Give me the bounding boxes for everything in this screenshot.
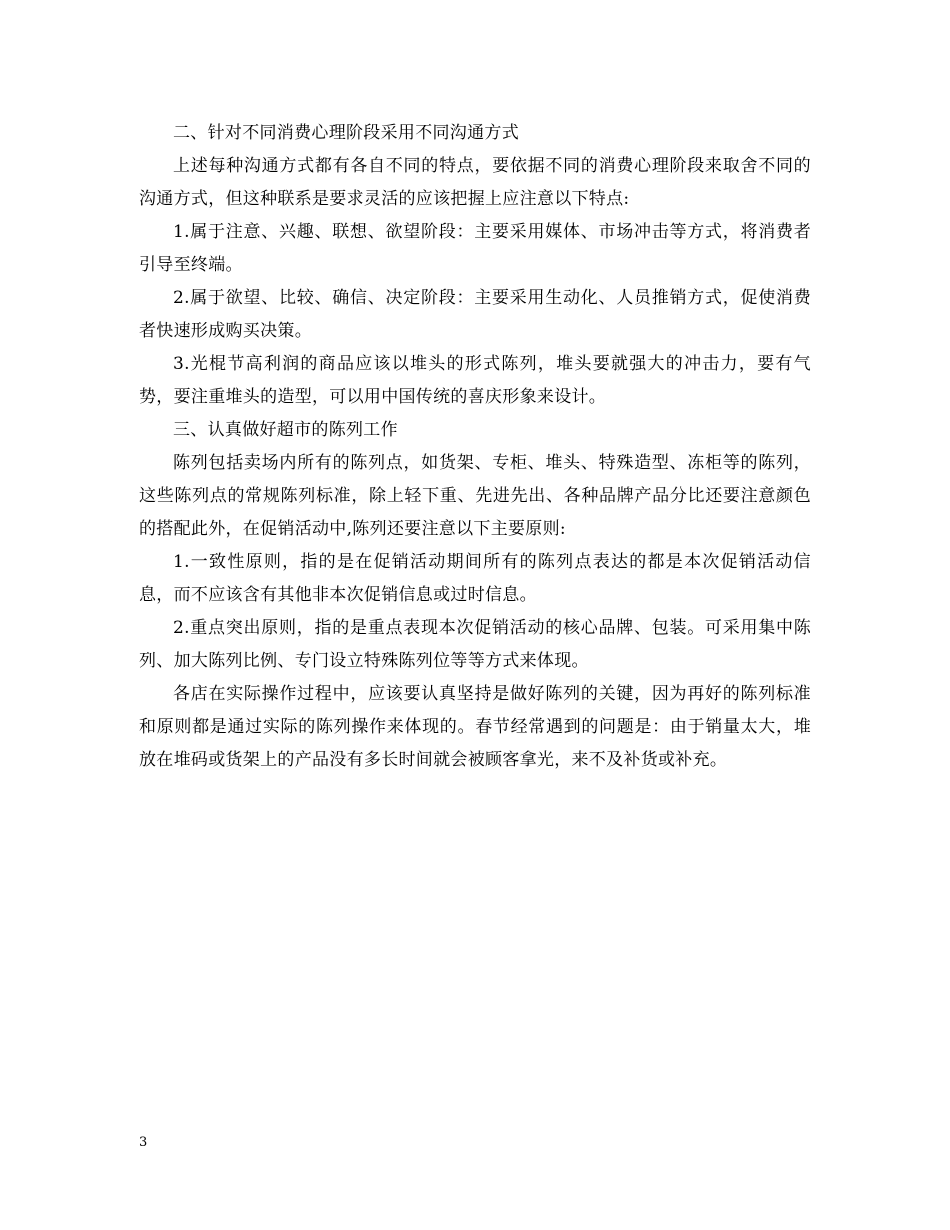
document-body xyxy=(139,117,811,777)
paragraph: 各店在实际操作过程中，应该要认真坚持是做好陈列的关键，因为再好的陈列标准和原则都是通过实际的陈列操作来体现的。春节经常遇到的问题是：由于销量太大，堆放在堆码或货架上的产品没有多长时间就会被顾客拿光，来不及补货或补充。 xyxy=(139,684,811,770)
section-heading-3: 三、认真做好超市的陈列工作 xyxy=(173,420,398,440)
paragraph: 陈列包括卖场内所有的陈列点，如货架、专柜、堆头、特殊造型、冻柜等的陈列，这些陈列点的常规陈列标准，除上轻下重、先进先出、各种品牌产品分比还要注意颜色的搭配此外，在促销活动中,陈列还要注意以下主要原则: xyxy=(139,453,811,539)
list-item: 3.光棍节高利润的商品应该以堆头的形式陈列，堆头要就强大的冲击力，要有气势，要注重堆头的造型，可以用中国传统的喜庆形象来设计。 xyxy=(139,354,811,407)
paragraph: 上述每种沟通方式都有各自不同的特点，要依据不同的消费心理阶段来取舍不同的沟通方式，但这种联系是要求灵活的应该把握上应注意以下特点: xyxy=(139,156,811,209)
list-item: 2.属于欲望、比较、确信、决定阶段：主要采用生动化、人员推销方式，促使消费者快速形成购买决策。 xyxy=(139,288,811,341)
list-item: 1.一致性原则，指的是在促销活动期间所有的陈列点表达的都是本次促销活动信息，而不应该含有其他非本次促销信息或过时信息。 xyxy=(139,552,811,605)
list-item: 2.重点突出原则，指的是重点表现本次促销活动的核心品牌、包装。可采用集中陈列、加大陈列比例、专门设立特殊陈列位等等方式来体现。 xyxy=(139,618,811,671)
list-item: 1.属于注意、兴趣、联想、欲望阶段：主要采用媒体、市场冲击等方式，将消费者引导至终端。 xyxy=(139,222,811,275)
page-number: 3 xyxy=(139,1135,148,1150)
section-heading-2: 二、针对不同消费心理阶段采用不同沟通方式 xyxy=(173,123,519,143)
